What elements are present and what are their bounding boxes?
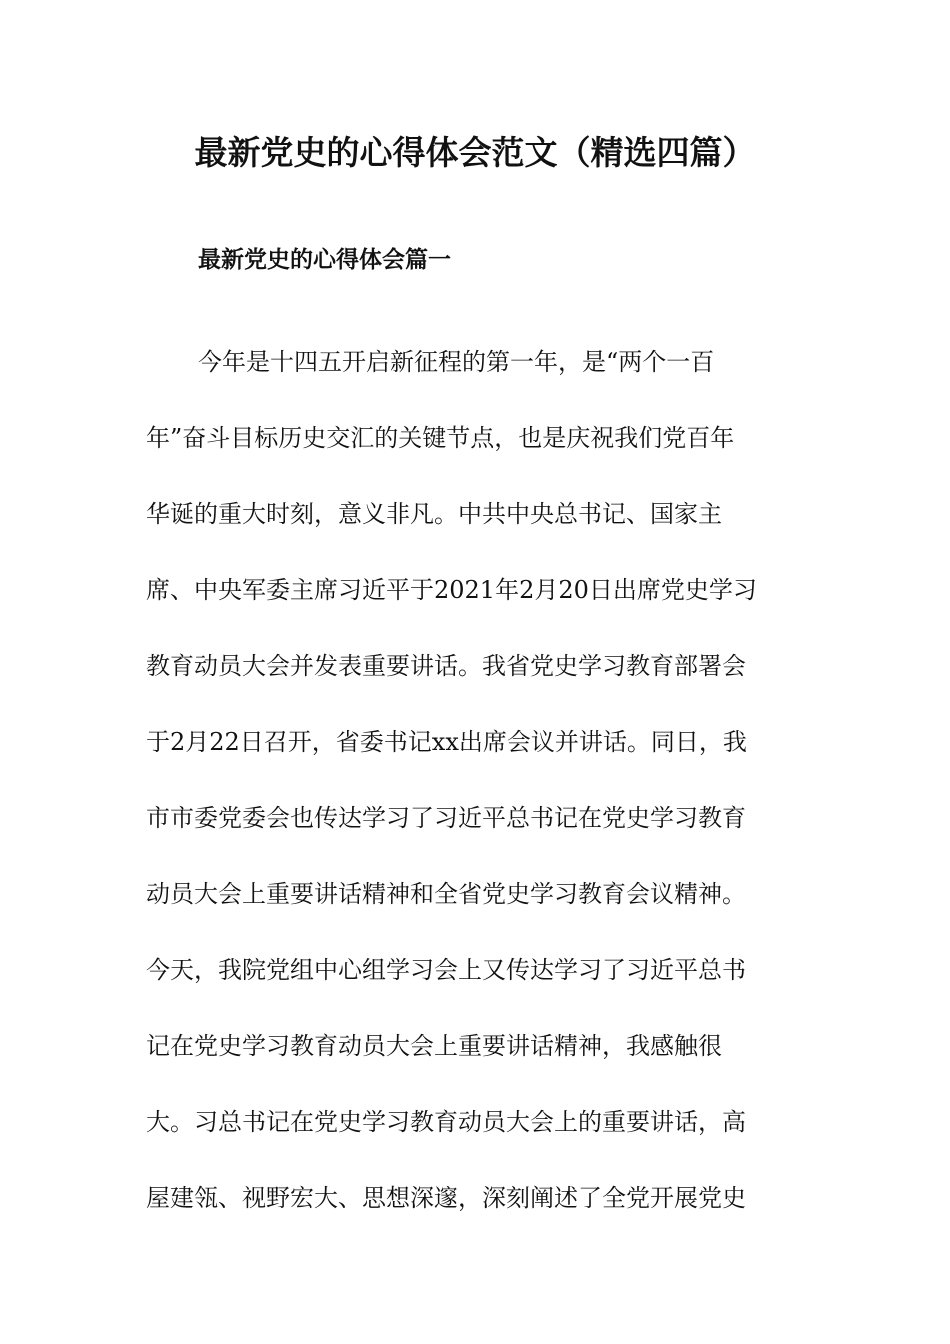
body-line: 大。习总书记在党史学习教育动员大会上的重要讲话，高 xyxy=(146,1108,746,1136)
body-line: 于2月22日召开，省委书记xx出席会议并讲话。同日，我 xyxy=(146,728,747,756)
body-line: 屋建瓴、视野宏大、思想深邃，深刻阐述了全党开展党史 xyxy=(146,1184,746,1212)
body-line: 华诞的重大时刻，意义非凡。中共中央总书记、国家主 xyxy=(146,500,722,528)
section-heading: 最新党史的心得体会篇一 xyxy=(198,246,451,273)
body-line: 今天，我院党组中心组学习会上又传达学习了习近平总书 xyxy=(146,956,746,984)
body-line: 席、中央军委主席习近平于2021年2月20日出席党史学习 xyxy=(146,576,757,604)
body-line: 今年是十四五开启新征程的第一年，是“两个一百 xyxy=(198,348,715,376)
body-line: 教育动员大会并发表重要讲话。我省党史学习教育部署会 xyxy=(146,652,746,680)
body-line: 年”奋斗目标历史交汇的关键节点，也是庆祝我们党百年 xyxy=(146,424,735,452)
body-line: 记在党史学习教育动员大会上重要讲话精神，我感触很 xyxy=(146,1032,722,1060)
body-line: 动员大会上重要讲话精神和全省党史学习教育会议精神。 xyxy=(146,880,746,908)
body-line: 市市委党委会也传达学习了习近平总书记在党史学习教育 xyxy=(146,804,746,832)
document-title: 最新党史的心得体会范文（精选四篇） xyxy=(194,133,756,172)
